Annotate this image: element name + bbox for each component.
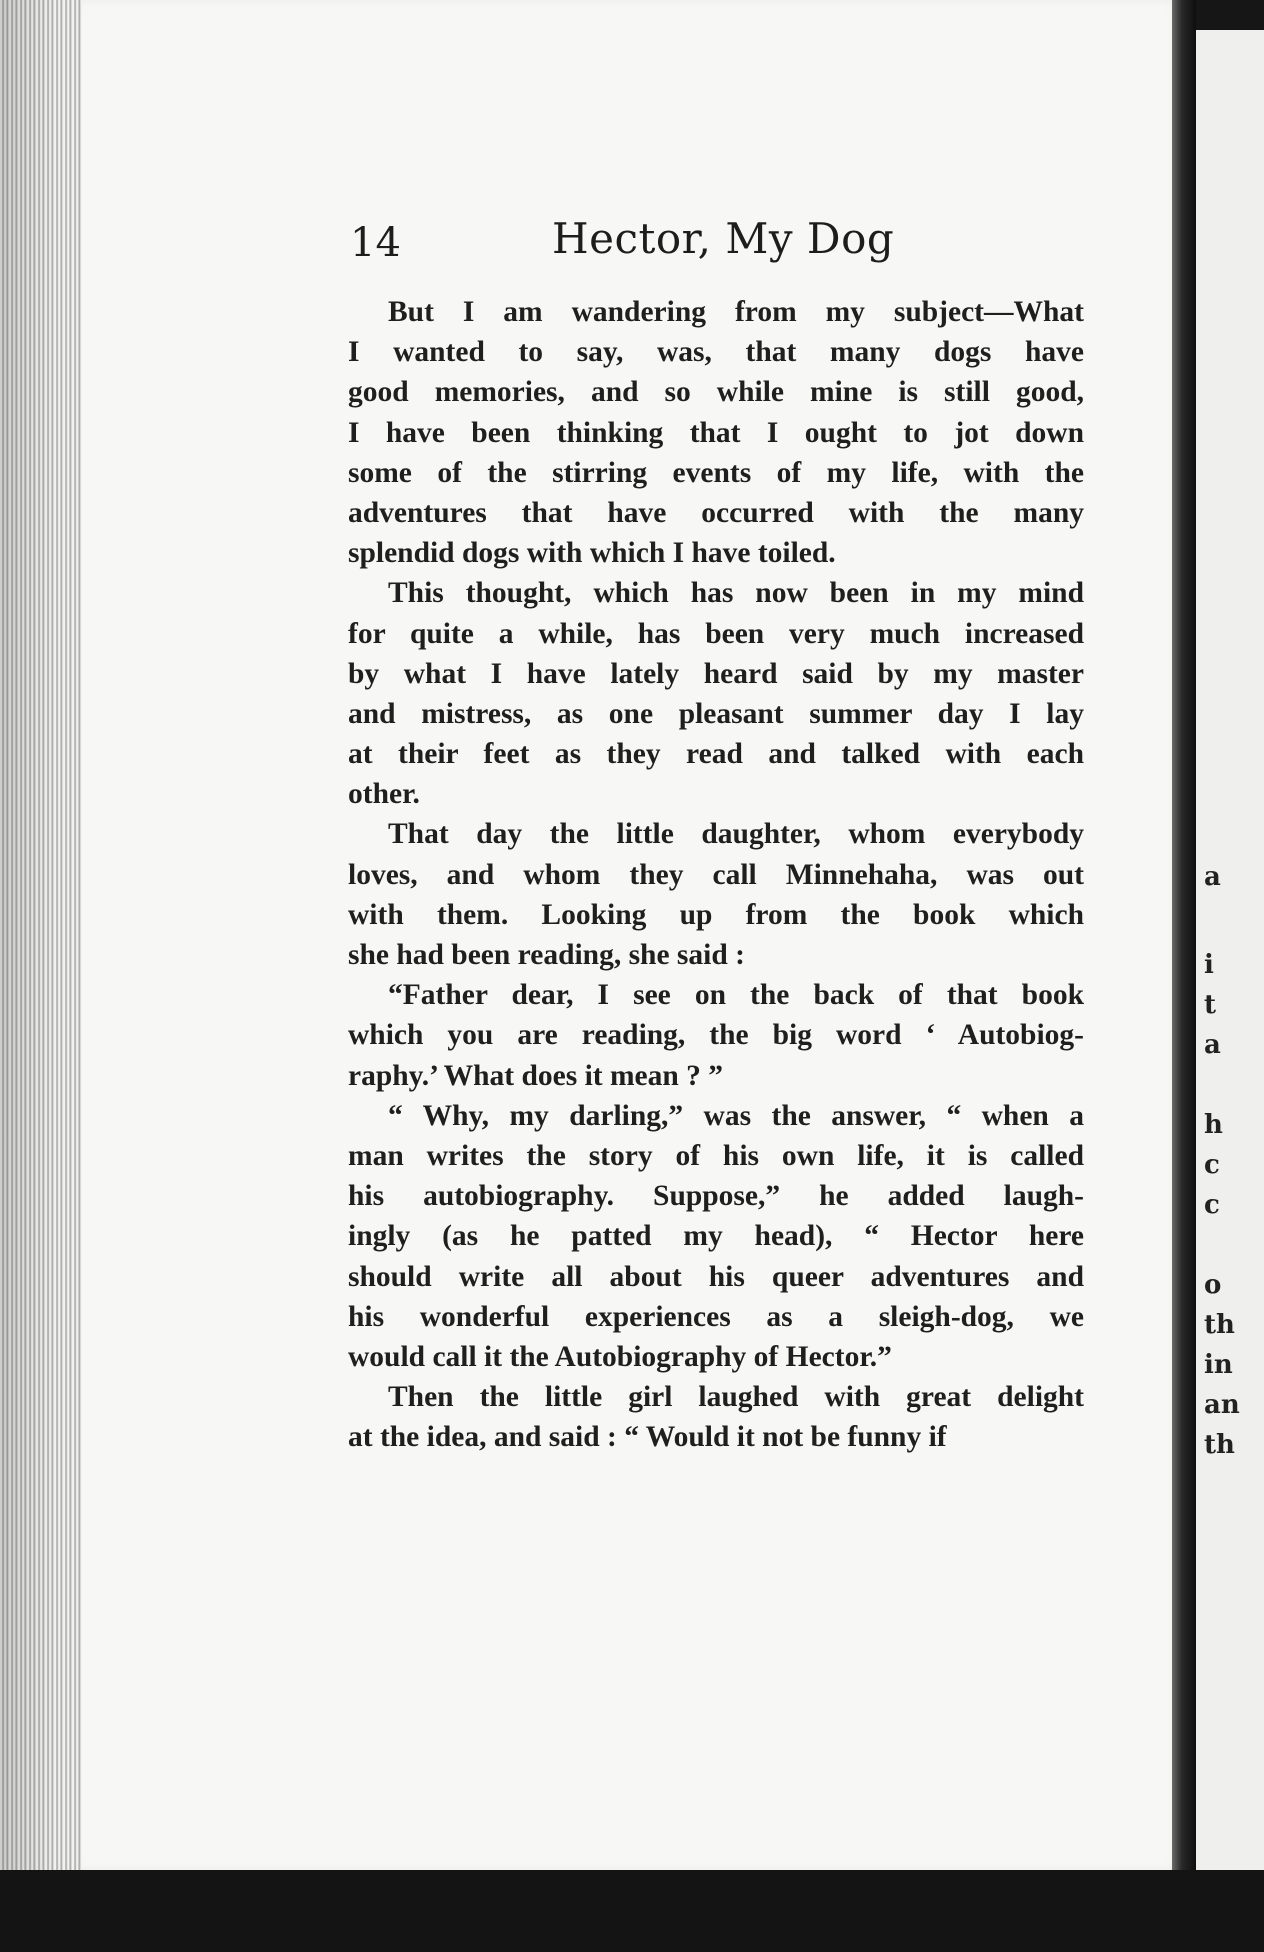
text-line: I wanted to say, was, that many dogs have bbox=[348, 336, 1084, 369]
facing-page-fragment: th bbox=[1204, 1310, 1235, 1340]
text-line: at their feet as they read and talked with each bbox=[348, 738, 1084, 771]
text-line: she had been reading, she said : bbox=[348, 939, 745, 971]
paragraph bbox=[348, 975, 1084, 1096]
text-line: This thought, which has now been in my mind bbox=[388, 577, 1084, 610]
facing-page-fragment: an bbox=[1204, 1390, 1240, 1420]
text-line: loves, and whom they call Minnehaha, was out bbox=[348, 858, 1084, 891]
text-line: “ Why, my darling,” was the answer, “ when a bbox=[388, 1099, 1084, 1132]
paragraph bbox=[348, 1096, 1084, 1377]
page-number: 14 bbox=[350, 220, 401, 266]
text-line: which you are reading, the big word ‘ Autobiog- bbox=[348, 1019, 1084, 1052]
facing-page-fragment: a bbox=[1204, 1030, 1221, 1060]
text-line: ingly (as he patted my head), “ Hector here bbox=[348, 1220, 1084, 1253]
text-line: adventures that have occurred with the many bbox=[348, 496, 1084, 529]
facing-page-fragment: a bbox=[1204, 862, 1221, 892]
text-line: at the idea, and said : “ Would it not be funny if bbox=[348, 1421, 947, 1454]
facing-page-fragment: in bbox=[1204, 1350, 1233, 1380]
facing-page-fragment: th bbox=[1204, 1430, 1235, 1460]
text-line: raphy.’ What does it mean ? ” bbox=[348, 1059, 724, 1092]
body-text bbox=[348, 292, 1084, 1457]
facing-page-fragment: c bbox=[1204, 1190, 1220, 1220]
text-line: Then the little girl laughed with great delight bbox=[388, 1381, 1084, 1414]
facing-page bbox=[1196, 30, 1264, 1870]
text-line: man writes the story of his own life, it is called bbox=[348, 1139, 1084, 1172]
text-line: splendid dogs with which I have toiled. bbox=[348, 537, 836, 570]
paragraph bbox=[348, 292, 1084, 573]
text-line: his wonderful experiences as a sleigh-dog, we bbox=[348, 1300, 1084, 1333]
text-line: some of the stirring events of my life, with the bbox=[348, 456, 1084, 489]
book-gutter bbox=[1172, 0, 1196, 1952]
page-edges bbox=[0, 0, 92, 1880]
facing-page-fragment: t bbox=[1204, 990, 1217, 1020]
facing-page-fragment: h bbox=[1204, 1110, 1223, 1140]
text-line: for quite a while, has been very much increased bbox=[348, 617, 1084, 650]
text-line: I have been thinking that I ought to jot down bbox=[348, 416, 1084, 449]
text-line: other. bbox=[348, 778, 420, 811]
text-line: by what I have lately heard said by my master bbox=[348, 657, 1084, 690]
text-line: his autobiography. Suppose,” he added laugh- bbox=[348, 1180, 1084, 1213]
facing-page-fragment: i bbox=[1204, 950, 1214, 980]
text-line: That day the little daughter, whom everybody bbox=[388, 818, 1084, 851]
text-line: “Father dear, I see on the back of that book bbox=[388, 979, 1084, 1012]
running-header bbox=[0, 212, 1264, 272]
scan-bottom-band bbox=[0, 1870, 1264, 1952]
facing-page-fragment: c bbox=[1204, 1150, 1220, 1180]
text-line: and mistress, as one pleasant summer day I lay bbox=[348, 697, 1084, 730]
text-line: would call it the Autobiography of Hector.” bbox=[348, 1340, 892, 1373]
facing-page-fragment: o bbox=[1204, 1270, 1222, 1300]
text-line: with them. Looking up from the book which bbox=[348, 898, 1084, 931]
text-line: should write all about his queer adventures and bbox=[348, 1260, 1084, 1293]
text-line: But I am wandering from my subject—What bbox=[388, 296, 1084, 328]
text-line: good memories, and so while mine is still good, bbox=[348, 376, 1084, 409]
paragraph bbox=[348, 814, 1084, 975]
paragraph bbox=[348, 1377, 1084, 1457]
paragraph bbox=[348, 573, 1084, 814]
running-title: Hector, My Dog bbox=[552, 214, 895, 263]
